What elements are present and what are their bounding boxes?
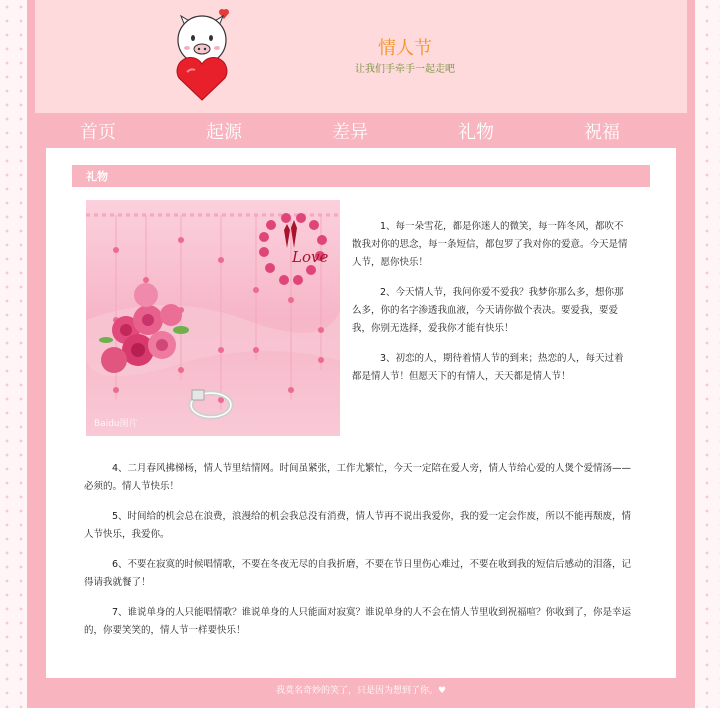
nav-wishes[interactable]: 祝福	[584, 122, 620, 143]
pig-heart-logo	[167, 2, 237, 102]
footer-text: 我莫名奇妙的笑了，只是因为想到了你。♥	[275, 686, 447, 696]
section-title: 礼物	[86, 170, 108, 183]
wish-paragraph: 7、谁说单身的人只能唱情歌？谁说单身的人只能面对寂寞？谁说单身的人不会在情人节里收到祝福喧？你收到了，你是幸运的，你要笑笑的，情人节一样要快乐！	[84, 607, 632, 636]
main-content	[46, 148, 676, 678]
site-title: 情人节	[378, 38, 432, 59]
nav-home[interactable]: 首页	[80, 122, 116, 143]
page-frame	[27, 0, 695, 708]
svg-text:Baidu图片: Baidu图片	[94, 419, 138, 429]
header	[35, 0, 687, 113]
nav-origin[interactable]: 起源	[206, 122, 242, 143]
svg-text:Love: Love	[292, 248, 329, 266]
main-nav	[35, 120, 687, 148]
wish-paragraph: 5、时间给的机会总在浪费，浪漫给的机会我总没有消费，情人节再不说出我爱你，我的爱一定会作废，所以不能再颓废，情人节快乐，我爱你。	[84, 511, 632, 540]
wish-paragraph: 2、今天情人节，我问你爱不爱我？我梦你那么多，想你那么多，你的名字渗透我血液，今天请你做个表决。要爱我，要爱我，你别无选择，爱我你才能有快乐！	[352, 287, 624, 334]
wish-paragraph: 6、不要在寂寞的时候唱情歌，不要在冬夜无尽的自我折磨，不要在节日里伤心难过，不要在收到我的短信后感动的泪落，记得请我就餐了！	[84, 559, 632, 588]
wish-paragraph: 1、每一朵雪花，都是你迷人的微笑，每一阵冬风，都吹不散我对你的思念，每一条短信，都包罗了我对你的爱意。今天是情人节，愿你快乐！	[352, 221, 628, 268]
valentine-photo	[86, 200, 340, 436]
wish-paragraph: 3、初恋的人，期待着情人节的到来；热恋的人，每天过着都是情人节！但愿天下的有情人，天天都是情人节！	[352, 353, 624, 382]
gift-wishes-top	[352, 218, 632, 398]
site-subtitle: 让我们手牵手一起走吧	[355, 64, 455, 75]
wish-paragraph: 4、二月春风拂梯杨，情人节里结情网。时间虽紧张，工作尤繁忙，今天一定陪在爱人旁，情人节给心爱的人煲个爱情汤——必须的。情人节快乐！	[84, 463, 632, 492]
nav-gifts[interactable]: 礼物	[458, 122, 494, 143]
gift-wishes-bottom	[84, 460, 636, 652]
section-header	[72, 165, 650, 187]
nav-difference[interactable]: 差异	[332, 122, 368, 143]
